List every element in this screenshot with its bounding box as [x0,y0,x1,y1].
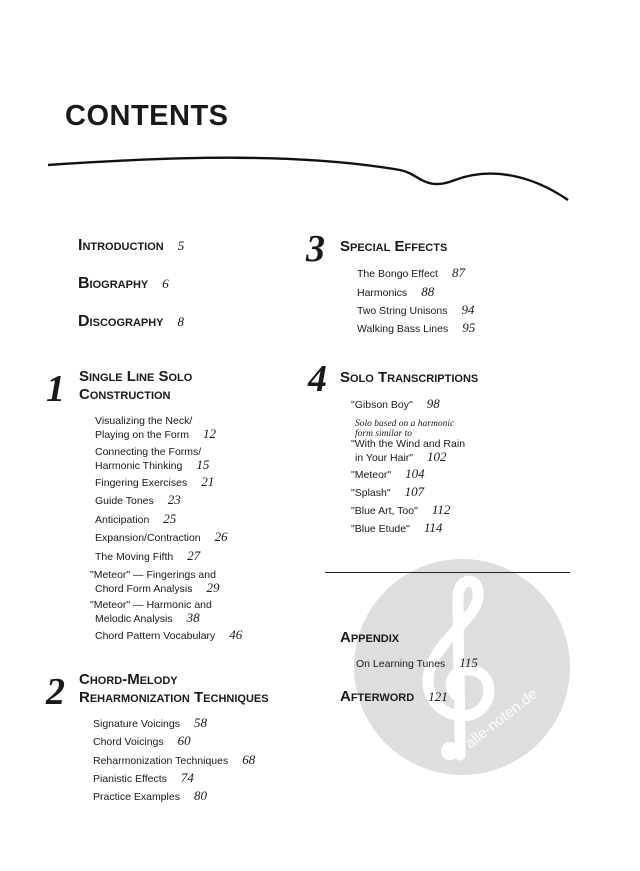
page-number: 98 [426,396,440,411]
section-number: 1 [46,368,65,410]
toc-item-introduction[interactable] [78,237,184,255]
section-title[interactable] [79,671,269,707]
section-title[interactable] [340,369,478,387]
entry-line: Anticipation [95,514,150,526]
toc-entry[interactable] [93,772,194,786]
page-number: 115 [459,655,478,670]
entry-line: in Your Hair" [355,451,414,464]
toc-entry[interactable] [90,569,219,595]
toc-label: Afterword [340,688,415,705]
section-title-line: Solo Transcriptions [340,369,479,386]
toc-entry[interactable] [351,522,442,536]
entry-line: "Splash" [351,487,391,499]
section-title-line: Reharmonization Techniques [79,689,269,706]
entry-line: Chord Pattern Vocabulary [95,630,216,642]
toc-entry[interactable] [357,286,434,300]
toc-item-biography[interactable] [78,275,169,293]
page-number: 26 [214,529,228,544]
entry-line: "Blue Art, Too" [351,505,418,517]
page-number: 8 [177,314,185,329]
toc-entry[interactable] [93,754,255,768]
entry-line: Harmonics [357,287,408,299]
page-number: 74 [180,770,194,785]
page-number: 58 [193,715,207,730]
note-line: Solo based on a harmonic [355,419,455,429]
appendix-heading[interactable]: Appendix [340,629,400,646]
toc-entry[interactable] [95,550,200,564]
page-number: 121 [428,689,448,704]
section-number: 2 [46,671,65,713]
note-line: form similar to [355,429,413,439]
page-number: 104 [405,466,425,481]
toc-entry[interactable] [95,531,228,545]
divider-line [325,572,570,573]
entry-line: Playing on the Form [95,428,189,441]
entry-line: Chord Voicings [93,736,164,748]
toc-entry[interactable] [95,476,214,490]
page-number: 107 [404,484,425,499]
page-number: 102 [427,448,447,464]
toc-entry[interactable] [356,657,478,671]
toc-entry[interactable] [351,398,440,412]
section-title-line: Single Line Solo [79,368,193,385]
page-number: 38 [186,609,200,625]
page-number: 15 [196,456,210,472]
entry-line: Reharmonization Techniques [93,755,229,767]
toc-label: Introduction [78,237,164,254]
entry-line: Expansion/Contraction [95,532,201,544]
entry-line: Pianistic Effects [93,773,167,785]
toc-item-afterword[interactable] [340,688,448,705]
section-number: 3 [306,228,325,270]
section-title[interactable] [79,368,192,404]
toc-entry[interactable] [93,735,191,749]
toc-entry[interactable] [95,494,181,508]
entry-line: Connecting the Forms/ [95,446,202,458]
page-number: 68 [242,752,256,767]
toc-entry[interactable] [95,446,209,472]
entry-line: Chord Form Analysis [95,582,193,595]
page-number: 95 [462,320,476,335]
watermark-text: alle-noten.de [461,685,541,753]
toc-entry[interactable] [357,267,465,281]
section-number: 4 [308,358,327,400]
section-title-line: Construction [79,386,171,403]
page-number: 5 [177,238,185,253]
toc-entry[interactable] [95,513,176,527]
page-number: 112 [431,502,451,517]
entry-line: On Learning Tunes [356,658,446,670]
page-number: 12 [202,425,216,441]
toc-entry[interactable] [93,717,207,731]
page-number: 80 [193,788,207,803]
page-number: 6 [162,276,169,291]
toc-entry[interactable] [351,504,450,518]
page-number: 46 [229,627,243,642]
entry-line: Signature Voicings [93,718,180,730]
page-number: 23 [167,492,181,507]
page-title: CONTENTS [65,100,229,132]
toc-entry[interactable] [357,304,474,318]
entry-line: "Meteor" — Harmonic and [90,599,212,611]
entry-line: "Meteor" [351,469,392,481]
decorative-swoosh [0,140,640,210]
page-number: 114 [423,520,443,535]
toc-label: Discography [78,313,164,330]
entry-line: "Meteor" — Fingerings and [90,569,216,581]
entry-line: The Bongo Effect [357,268,438,280]
toc-label: Biography [78,275,149,292]
entry-note [355,419,454,439]
section-title-line: Special Effects [340,238,448,255]
toc-entry[interactable] [93,790,207,804]
page-number: 60 [177,733,191,748]
page-number: 29 [206,579,220,595]
entry-line: "With the Wind and Rain [351,438,466,450]
entry-line: Two String Unisons [357,305,448,317]
toc-entry[interactable] [351,468,425,482]
entry-line: Fingering Exercises [95,477,188,489]
entry-line: Melodic Analysis [95,612,173,625]
page-number: 27 [187,548,201,563]
section-title-line: Chord-Melody [79,671,178,688]
page-number: 94 [461,302,475,317]
toc-entry[interactable] [351,438,465,464]
entry-line: Guide Tones [95,495,154,507]
toc-item-discography[interactable] [78,313,184,331]
entry-line: Visualizing the Neck/ [95,415,193,427]
entry-line: The Moving Fifth [95,551,174,563]
entry-line: Practice Examples [93,791,180,803]
section-title[interactable] [340,238,447,256]
toc-entry[interactable] [90,599,212,625]
page-number: 88 [421,284,435,299]
entry-line: "Gibson Boy" [351,399,413,411]
entry-line: Walking Bass Lines [357,323,449,335]
toc-entry[interactable] [351,486,424,500]
page-number: 25 [163,511,177,526]
toc-entry[interactable] [357,322,475,336]
entry-line: Harmonic Thinking [95,459,183,472]
page-number: 87 [451,265,465,280]
page-number: 21 [201,474,215,489]
toc-entry[interactable] [95,415,216,441]
entry-line: "Blue Etude" [351,523,410,535]
toc-entry[interactable] [95,629,242,643]
